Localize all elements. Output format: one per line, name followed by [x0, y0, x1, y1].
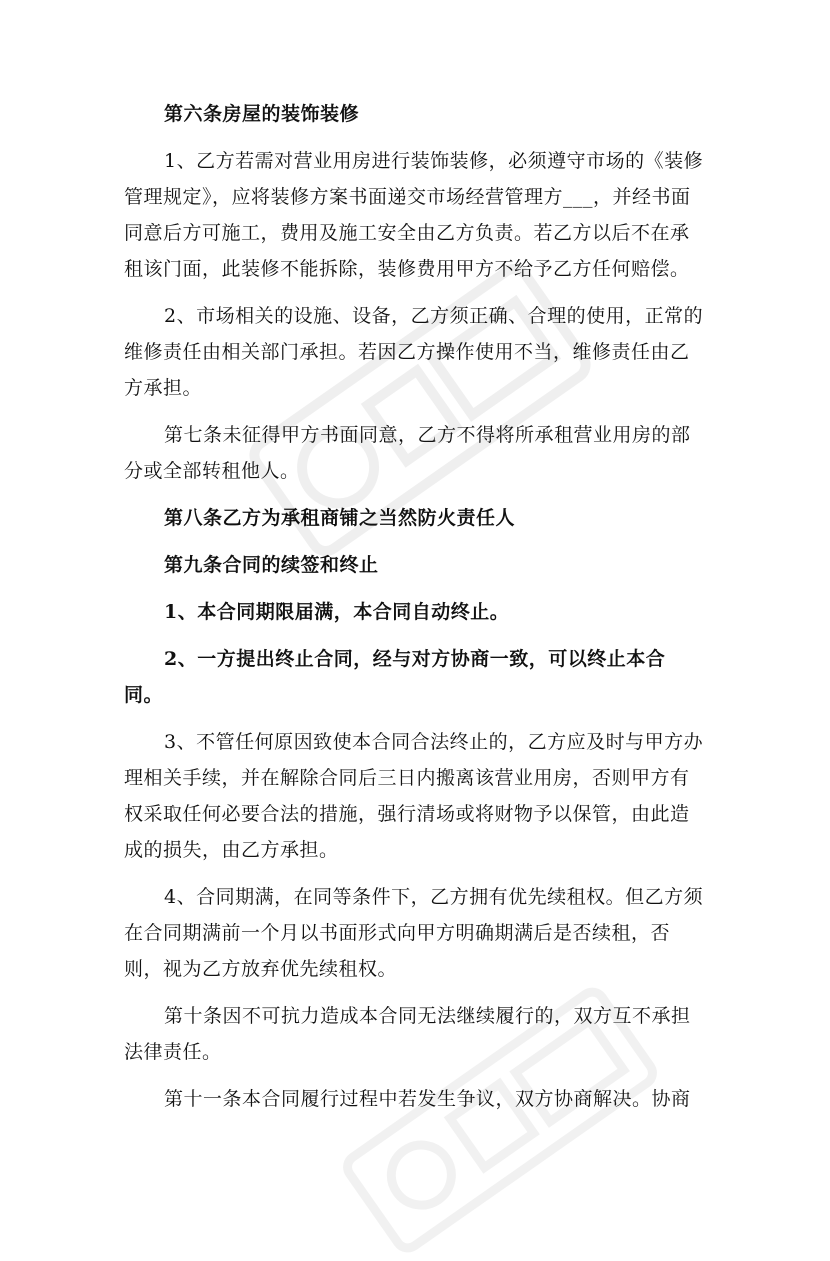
- paragraph-spacer: [124, 489, 704, 500]
- text-line: 第九条合同的续签和终止: [164, 554, 379, 576]
- paragraph-article-10: [124, 998, 704, 1070]
- paragraph-spacer: [124, 987, 704, 998]
- text-line: 2、市场相关的设施、设备，乙方须正确、合理的使用，正常的: [164, 305, 704, 327]
- text-line: 分或全部转租他人。: [124, 460, 300, 482]
- text-line: 2、一方提出终止合同，经与对方协商一致，可以终止本合: [164, 648, 666, 670]
- text-line: 第十条因不可抗力造成本合同无法继续履行的，双方互不承担: [164, 1005, 691, 1027]
- paragraph-clause-9-1: [124, 594, 704, 630]
- text-line: 在合同期满前一个月以书面形式向甲方明确期满后是否续租，否: [124, 922, 671, 944]
- text-line: 第六条房屋的装饰装修: [164, 103, 360, 125]
- text-line: 第八条乙方为承租商铺之当然防火责任人: [164, 507, 516, 529]
- paragraph-spacer: [124, 713, 704, 724]
- text-line: 成的损失，由乙方承担。: [124, 839, 339, 861]
- paragraph-article-8: [124, 500, 704, 536]
- text-line: 法律责任。: [124, 1041, 222, 1063]
- paragraph-clause-9-4: [124, 879, 704, 987]
- paragraph-spacer: [124, 406, 704, 417]
- text-line: 1、乙方若需对营业用房进行装饰装修，必须遵守市场的《装修: [164, 150, 704, 172]
- text-line: 理相关手续，并在解除合同后三日内搬离该营业用房，否则甲方有: [124, 767, 690, 789]
- paragraph-spacer: [124, 132, 704, 143]
- text-line: 3、不管任何原因致使本合同合法终止的，乙方应及时与甲方办: [164, 731, 704, 753]
- paragraph-spacer: [124, 630, 704, 641]
- text-line: 方承担。: [124, 377, 203, 399]
- text-line: 1、本合同期限届满，本合同自动终止。: [164, 601, 510, 623]
- text-line: 租该门面，此装修不能拆除，装修费用甲方不给予乙方任何赔偿。: [124, 258, 690, 280]
- paragraph-spacer: [124, 1070, 704, 1081]
- paragraph-clause-6-1: [124, 143, 704, 287]
- paragraph-article-7: [124, 417, 704, 489]
- paragraph-spacer: [124, 536, 704, 547]
- paragraph-article-11: [124, 1081, 704, 1117]
- text-line: 权采取任何必要合法的措施，强行清场或将财物予以保管，由此造: [124, 803, 690, 825]
- paragraph-spacer: [124, 583, 704, 594]
- document-body: [124, 96, 704, 1117]
- paragraph-clause-9-2: [124, 641, 704, 713]
- text-line: 第七条未征得甲方书面同意，乙方不得将所承租营业用房的部: [164, 424, 691, 446]
- text-line: 管理规定》，应将装修方案书面递交市场经营管理方___，并经书面: [124, 186, 691, 208]
- text-line: 4、合同期满，在同等条件下，乙方拥有优先续租权。但乙方须: [164, 886, 704, 908]
- paragraph-clause-6-2: [124, 298, 704, 406]
- paragraph-heading-article-6: [124, 96, 704, 132]
- paragraph-spacer: [124, 287, 704, 298]
- paragraph-heading-article-9: [124, 547, 704, 583]
- paragraph-spacer: [124, 868, 704, 879]
- text-line: 同意后方可施工，费用及施工安全由乙方负责。若乙方以后不在承: [124, 222, 690, 244]
- text-line: 维修责任由相关部门承担。若因乙方操作使用不当，维修责任由乙: [124, 341, 690, 363]
- text-line: 同。: [124, 684, 164, 706]
- text-line: 则，视为乙方放弃优先续租权。: [124, 958, 398, 980]
- paragraph-clause-9-3: [124, 724, 704, 868]
- text-line: 第十一条本合同履行过程中若发生争议，双方协商解决。协商: [164, 1088, 691, 1110]
